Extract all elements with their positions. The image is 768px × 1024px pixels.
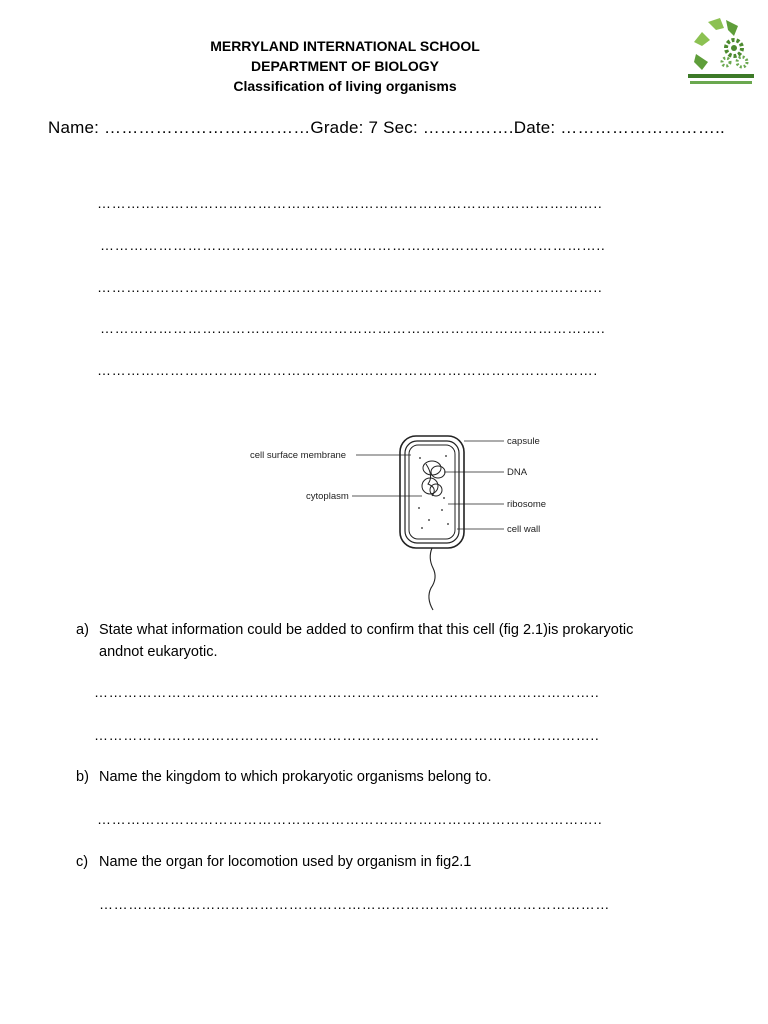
question-a bbox=[76, 619, 633, 663]
label-ribosome: ribosome bbox=[507, 499, 547, 510]
student-info-line: Name: ………………………………Grade: 7 Sec: …………….Date: ……………………….. bbox=[48, 118, 725, 137]
answer-line: …………………………………………………………………………………………… bbox=[99, 896, 610, 912]
ribosome-dots bbox=[418, 455, 449, 529]
answer-line: ………………………………………………………………………………………….. bbox=[100, 320, 606, 336]
question-text: Name the organ for locomotion used by organism in fig2.1 bbox=[99, 854, 472, 870]
answer-line: ………………………………………………………………………………………….. bbox=[97, 811, 603, 827]
label-cytoplasm: cytoplasm bbox=[306, 491, 349, 502]
school-logo bbox=[686, 14, 756, 94]
label-capsule: capsule bbox=[507, 436, 540, 447]
prokaryotic-cell-diagram bbox=[244, 428, 564, 613]
question-label: a) bbox=[76, 622, 89, 638]
question-b bbox=[76, 766, 492, 788]
question-text-continued: andnot eukaryotic. bbox=[99, 644, 218, 660]
question-label: b) bbox=[76, 769, 89, 785]
answer-line: ………………………………………………………………………………………….. bbox=[97, 195, 603, 211]
question-text: Name the kingdom to which prokaryotic organisms belong to. bbox=[99, 769, 492, 785]
answer-line: ………………………………………………………………………………………….. bbox=[97, 279, 603, 295]
label-dna: DNA bbox=[507, 467, 528, 478]
question-c bbox=[76, 851, 471, 873]
question-text: State what information could be added to confirm that this cell (fig 2.1)is prokaryotic bbox=[99, 622, 634, 638]
school-name: MERRYLAND INTERNATIONAL SCHOOL bbox=[210, 38, 480, 54]
cell-wall-outline bbox=[405, 441, 459, 543]
label-cell-wall: cell wall bbox=[507, 524, 541, 535]
answer-line: ………………………………………………………………………………………….. bbox=[100, 237, 606, 253]
membrane-outline bbox=[409, 445, 455, 539]
capsule-outline bbox=[400, 436, 464, 548]
flagellum bbox=[429, 548, 435, 610]
dna-icon bbox=[422, 461, 445, 496]
department-name: DEPARTMENT OF BIOLOGY bbox=[251, 58, 439, 74]
label-cell-surface-membrane: cell surface membrane bbox=[250, 450, 347, 461]
worksheet-topic: Classification of living organisms bbox=[233, 78, 457, 94]
recycle-gear-logo-icon bbox=[686, 14, 756, 94]
question-label: c) bbox=[76, 854, 89, 870]
answer-line: ………………………………………………………………………………………….. bbox=[94, 684, 600, 700]
answer-line: …………………………………………………………………………………………. bbox=[97, 362, 598, 378]
answer-line: ………………………………………………………………………………………….. bbox=[94, 727, 600, 743]
